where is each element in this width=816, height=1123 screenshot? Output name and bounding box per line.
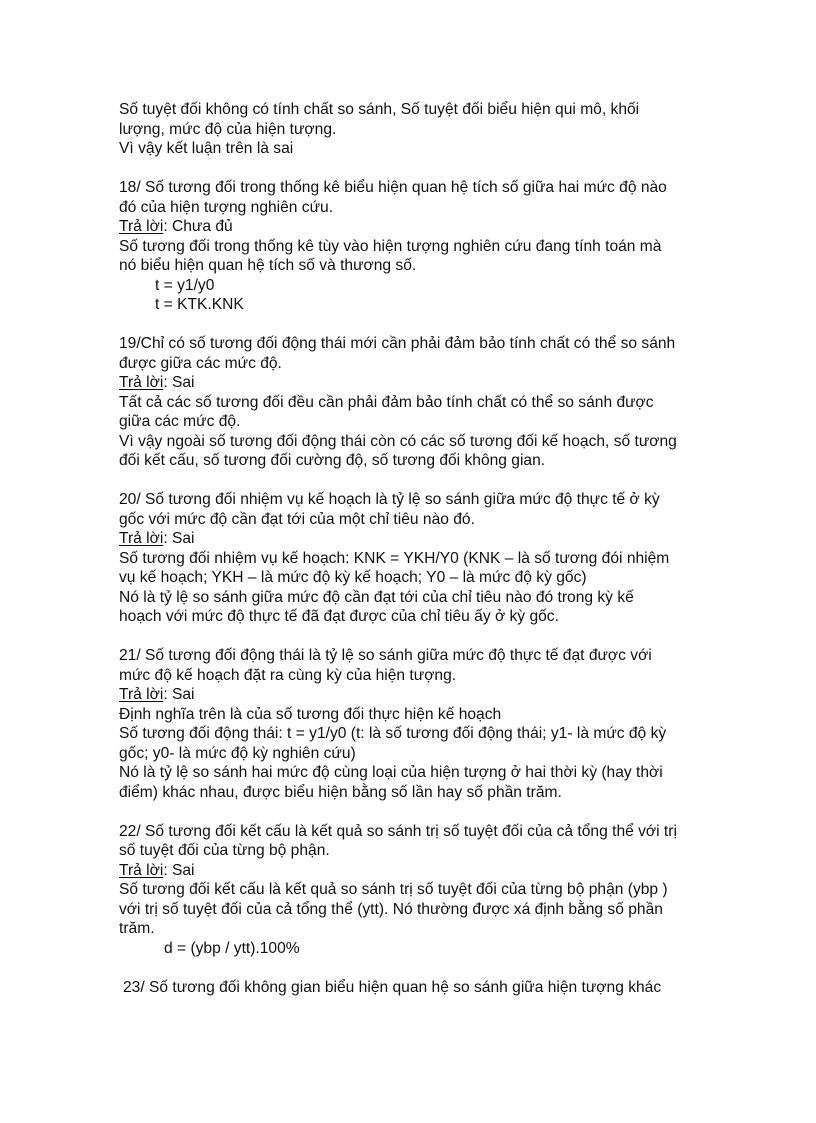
q21-question: 21/ Số tương đối động thái là tỷ lệ so sánh giữa mức độ thực tế đạt được với (119, 647, 652, 664)
q20-question: 20/ Số tương đối nhiệm vụ kế hoạch là tỷ lệ so sánh giữa mức độ thực tế ở kỳ (119, 491, 660, 508)
answer-label: Trả lời (119, 686, 164, 703)
q21-body: Định nghĩa trên là của số tương đối thực hiện kế hoạch (119, 705, 502, 723)
answer-label: Trả lời (119, 218, 164, 235)
answer-verdict: : Sai (163, 686, 195, 703)
q20-body: hoạch với mức độ thực tế đã đạt được của chỉ tiêu ấy ở kỳ gốc. (119, 608, 559, 625)
q18-question: 18/ Số tương đối trong thống kê biểu hiện quan hệ tích số giữa hai mức độ nào (119, 179, 667, 196)
answer-label: Trả lời (119, 374, 164, 391)
q20-question: gốc với mức độ cần đạt tới của một chỉ tiêu nào đó. (119, 510, 475, 528)
q20-body: vụ kế hoạch; YKH – là mức độ kỳ kế hoạch; Y0 – là mức độ kỳ gốc) (119, 569, 587, 586)
q19-question: được giữa các mức độ. (119, 354, 282, 372)
q22-body: Số tương đối kết cấu là kết quả so sánh trị số tuyệt đối của từng bộ phận (ybp ) (119, 881, 668, 898)
answer-label: Trả lời (119, 861, 164, 879)
intro-line: Số tuyệt đối không có tính chất so sánh, Số tuyệt đối biểu hiện qui mô, khối (119, 101, 640, 118)
q22-body: trăm. (119, 920, 155, 937)
q18-body: Số tương đối trong thống kê tùy vào hiện tượng nghiên cứu đang tính toán mà (119, 237, 662, 255)
q18-formula: t = KTK.KNK (155, 296, 244, 313)
q18-question: đó của hiện tượng nghiên cứu. (119, 198, 334, 216)
q23-question: 23/ Số tương đối không gian biểu hiện quan hệ so sánh giữa hiện tượng khác (123, 978, 662, 996)
q20-body: Nó là tỷ lệ so sánh giữa mức độ cần đạt tới của chỉ tiêu nào đó trong kỳ kế (119, 588, 634, 606)
answer-verdict: : Sai (163, 530, 195, 547)
q19-body: giữa các mức độ. (119, 413, 241, 430)
q18-answer (119, 217, 709, 237)
q21-question: mức độ kế hoạch đặt ra cùng kỳ của hiện tượng. (119, 666, 457, 684)
intro-line: Vì vậy kết luận trên là sai (119, 140, 294, 157)
document-page (119, 100, 709, 997)
q18-formula: t = y1/y0 (155, 276, 215, 294)
q22-question: số tuyệt đối của từng bộ phận. (119, 842, 330, 859)
answer-verdict: : Sai (163, 374, 195, 391)
q21-answer (119, 685, 709, 705)
q19-body: đối kết cấu, số tương đối cường độ, số tương đối không gian. (119, 452, 546, 469)
q21-body: điểm) khác nhau, được biểu hiện bằng số lần hay số phần trăm. (119, 783, 562, 801)
q22-body: với trị số tuyệt đối của cả tổng thể (ytt). Nó thường được xá định bằng số phần (119, 900, 663, 918)
q21-body: Nó là tỷ lệ so sánh hai mức độ cùng loại của hiện tượng ở hai thời kỳ (hay thời (119, 764, 663, 781)
q20-answer (119, 529, 709, 549)
q21-body: gốc; y0- là mức độ kỳ nghiên cứu) (119, 744, 356, 762)
q20-body: Số tương đối nhiệm vụ kế hoạch: KNK = YKH/Y0 (KNK – là số tương đói nhiệm (119, 549, 670, 567)
q18-body: nó biểu hiện quan hệ tích số và thương số. (119, 257, 417, 274)
q22-formula: d = (ybp / ytt).100% (164, 939, 300, 957)
q19-body: Vì vậy ngoài số tương đối động thái còn có các số tương đối kế hoạch, số tương (119, 432, 677, 450)
answer-label: Trả lời (119, 530, 164, 547)
q19-answer (119, 373, 709, 393)
q22-question: 22/ Số tương đối kết cấu là kết quả so sánh trị số tuyệt đối của cả tổng thể với trị (119, 822, 677, 840)
q22-answer (119, 861, 709, 881)
answer-verdict: : Sai (163, 861, 195, 879)
intro-line: lượng, mức độ của hiện tượng. (119, 120, 337, 138)
answer-verdict: : Chưa đủ (163, 218, 233, 235)
q19-body: Tất cả các số tương đối đều cần phải đảm bảo tính chất có thể so sánh được (119, 393, 654, 411)
q19-question: 19/Chỉ có số tương đối động thái mới cần phải đảm bảo tính chất có thể so sánh (119, 335, 676, 352)
q21-body: Số tương đối động thái: t = y1/y0 (t: là số tương đối động thái; y1- là mức độ kỳ (119, 725, 667, 742)
